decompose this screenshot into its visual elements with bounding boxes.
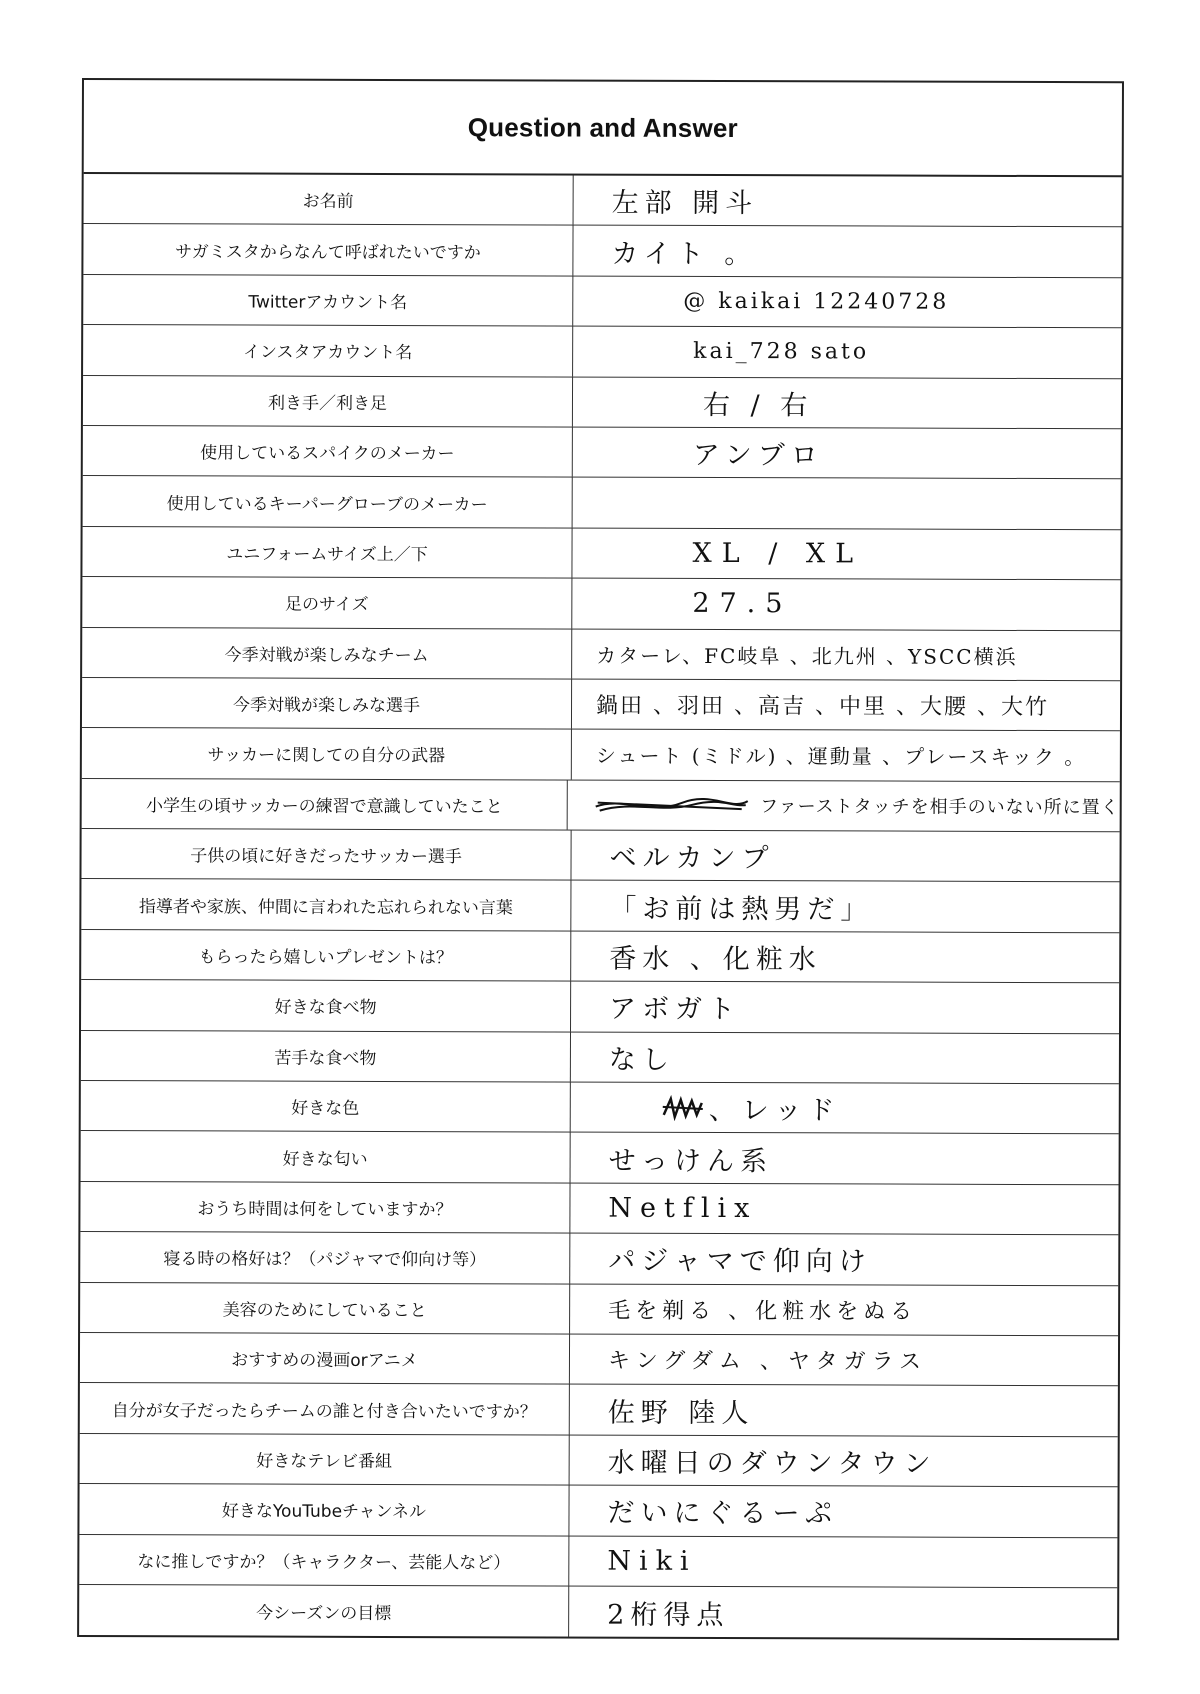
question-label: 好きなYouTubeチャンネル [79, 1484, 569, 1535]
question-label: 指導者や家族、仲間に言われた忘れられない言葉 [81, 879, 571, 930]
question-label: 美容のためにしていること [80, 1283, 570, 1334]
question-label: なに推しですか？（キャラクター、芸能人など） [79, 1535, 569, 1586]
qa-row-teammate [80, 1383, 1118, 1437]
question-label: 今季対戦が楽しみな選手 [82, 678, 572, 729]
qa-row-beauty [80, 1283, 1118, 1337]
qa-row-manga-anime [80, 1333, 1118, 1387]
question-label: 自分が女子だったらチームの誰と付き合いたいですか？ [80, 1383, 570, 1434]
qa-row-name [84, 174, 1122, 228]
answer-text: ファーストタッチを相手のいない所に置く [759, 796, 1120, 819]
question-label: サガミスタからなんて呼ばれたいですか [83, 224, 573, 275]
answer-text: 「お前は熱男だ」 [609, 893, 874, 926]
answer-text: 毛を剃る 、化粧水をぬる [608, 1298, 918, 1325]
qa-row-favorite-color [81, 1081, 1119, 1135]
answer-text: @ kaikai 12240728 [683, 288, 950, 315]
question-label: サッカーに関しての自分の武器 [82, 728, 572, 779]
answer-text: カターレ、FC岐阜 、北九州 、YSCC横浜 [596, 643, 1018, 669]
answer-text: 、レッド [708, 1095, 841, 1127]
qa-row-foot-size [82, 577, 1120, 631]
questionnaire-sheet [77, 78, 1124, 1641]
sheet-title: Question and Answer [84, 80, 1122, 177]
answer-text: キングダム 、ヤタガラス [607, 1348, 928, 1375]
answer-text: XL / XL [692, 537, 864, 570]
question-label: 寝る時の格好は？（パジャマで仰向け等） [80, 1232, 570, 1283]
crossed-out-scribble [592, 793, 752, 818]
answer-text: シュート (ミドル) 、運動量 、プレースキック 。 [595, 744, 1087, 770]
question-label: 好きな色 [81, 1081, 571, 1132]
qa-row-glove-maker [83, 476, 1121, 530]
question-label: 好きな食べ物 [81, 980, 571, 1031]
question-label: 今季対戦が楽しみなチーム [82, 628, 572, 679]
answer-text: パジャマで仰向け [608, 1246, 872, 1278]
answer-text: 鍋田 、羽田 、高吉 、中里 、大腰 、大竹 [595, 693, 1050, 721]
question-label: 使用しているスパイクのメーカー [83, 426, 573, 477]
question-label: ユニフォームサイズ上／下 [82, 527, 572, 578]
qa-row-dominant-hand-foot [83, 376, 1121, 430]
qa-row-nickname [83, 224, 1121, 278]
qa-row-sleep-style [80, 1232, 1118, 1286]
answer-text: アンブロ [692, 440, 824, 472]
answer-text: アボガト [609, 994, 742, 1026]
question-label: 好きなテレビ番組 [80, 1434, 570, 1485]
answer-text: カイト 。 [611, 238, 758, 270]
answer-cell [568, 780, 1120, 831]
qa-row-oshi [79, 1535, 1117, 1589]
question-label: 使用しているキーパーグローブのメーカー [83, 476, 573, 527]
qa-row-tv-show [80, 1434, 1118, 1488]
question-label: 今シーズンの目標 [79, 1585, 569, 1637]
qa-row-uniform-size [82, 527, 1120, 581]
answer-cell [571, 1083, 1119, 1134]
answer-text: だいにぐるーぷ [607, 1498, 839, 1530]
answer-text: なし [608, 1044, 675, 1076]
qa-row-favorite-smell [81, 1131, 1119, 1185]
qa-row-weapon [82, 728, 1120, 782]
question-label: インスタアカウント名 [83, 325, 573, 376]
question-label: 苦手な食べ物 [81, 1031, 571, 1082]
qa-row-present [81, 930, 1119, 984]
qa-row-home-time [80, 1182, 1118, 1236]
question-label: 小学生の頃サッカーの練習で意識していたこと [82, 779, 568, 830]
qa-row-unforgettable-words [81, 879, 1119, 933]
answer-text: 左部 開斗 [611, 187, 759, 220]
qa-row-disliked-food [81, 1031, 1119, 1085]
question-label: お名前 [84, 174, 574, 225]
question-label: もらったら嬉しいプレゼントは？ [81, 930, 571, 981]
question-label: 足のサイズ [82, 577, 572, 628]
answer-text: せっけん系 [608, 1145, 774, 1177]
question-label: 好きな匂い [81, 1131, 571, 1182]
answer-text: 右 / 右 [702, 389, 814, 422]
answer-text: 香水 、化粧水 [609, 943, 822, 976]
answer-text: Netflix [608, 1192, 758, 1225]
question-label: 子供の頃に好きだったサッカー選手 [81, 829, 571, 880]
answer-text: 佐野 陸人 [607, 1397, 755, 1429]
answer-text: Niki [607, 1545, 697, 1577]
answer-text: 水曜日のダウンタウン [607, 1447, 937, 1480]
qa-row-favorite-food [81, 980, 1119, 1034]
answer-text: kai_728 sato [693, 339, 870, 365]
question-label: 利き手／利き足 [83, 376, 573, 427]
qa-row-season-goal [79, 1585, 1117, 1639]
question-label: おすすめの漫画orアニメ [80, 1333, 570, 1384]
qa-row-twitter [83, 275, 1121, 329]
answer-text: 2桁得点 [607, 1599, 730, 1631]
crossed-out-scribble [661, 1095, 705, 1121]
qa-row-youtube [79, 1484, 1117, 1538]
question-label: おうち時間は何をしていますか？ [80, 1182, 570, 1233]
qa-row-teams [82, 628, 1120, 682]
qa-row-instagram [83, 325, 1121, 379]
qa-row-childhood-player [81, 829, 1119, 883]
answer-text: 27.5 [692, 588, 793, 620]
qa-row-spike-maker [83, 426, 1121, 480]
qa-row-players [82, 678, 1120, 732]
question-label: Twitterアカウント名 [83, 275, 573, 326]
answer-text [573, 478, 1121, 529]
qa-row-practice-focus [82, 779, 1120, 833]
answer-text: ベルカンプ [609, 842, 775, 875]
